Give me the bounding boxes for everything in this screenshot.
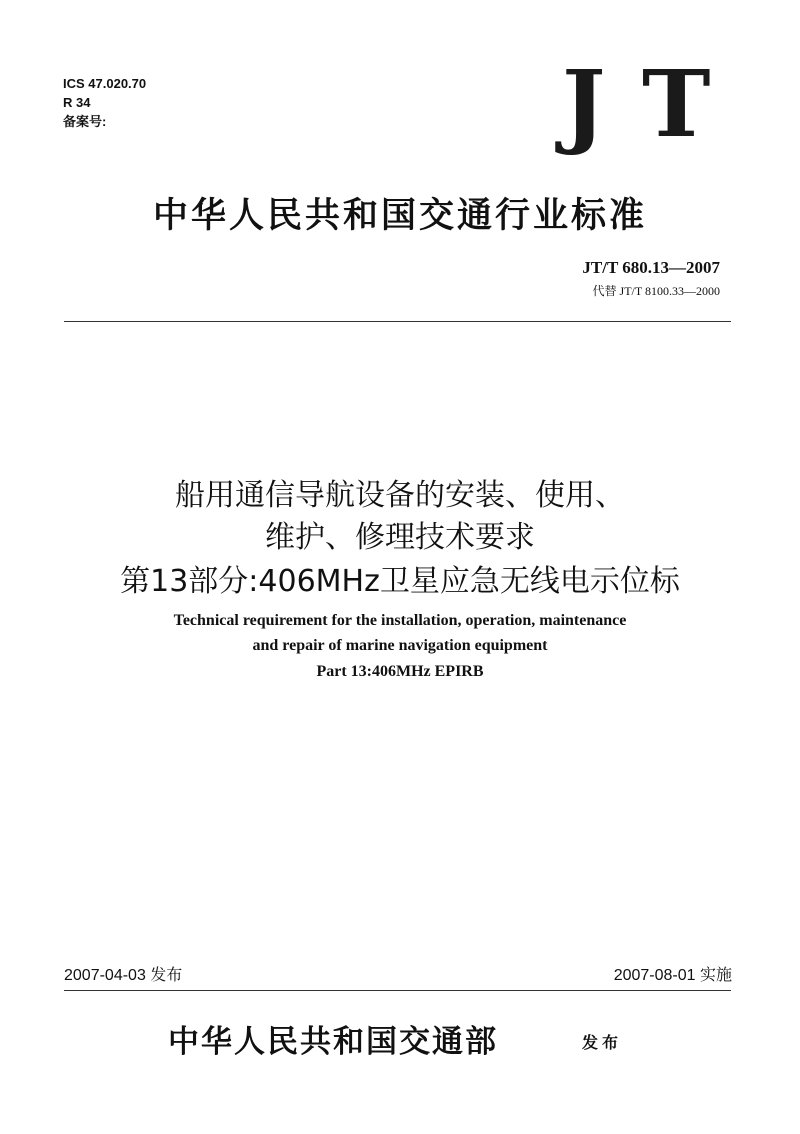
title-cn-line-2: 维护、修理技术要求: [265, 520, 535, 555]
jt-logo-j: J: [562, 50, 606, 158]
jt-logo-t: T: [642, 50, 711, 158]
implement-date: 2007-08-01 实施: [613, 967, 732, 984]
jt-logo: [560, 50, 720, 158]
record-number-label: 备案号:: [63, 114, 107, 129]
title-cn-line-3: 第13部分:406MHz卫星应急无线电示位标: [120, 564, 680, 599]
bottom-divider: [64, 990, 731, 991]
jt-logo-text: [560, 50, 720, 158]
publish-date: 2007-04-03 发布: [64, 967, 183, 984]
title-en-line-2: and repair of marine navigation equipment: [252, 637, 548, 654]
r-code: R 34: [63, 95, 91, 110]
title-cn-line-1: 船用通信导航设备的安装、使用、: [175, 478, 625, 513]
top-divider: [64, 321, 731, 322]
ics-code: ICS 47.020.70: [63, 76, 147, 91]
replaces-standard: 代替 JT/T 8100.33—2000: [592, 284, 720, 298]
standard-category-title: 中华人民共和国交通行业标准: [152, 195, 647, 236]
issue-label: 发布: [582, 1033, 623, 1052]
standard-number: JT/T 680.13—2007: [582, 258, 720, 277]
title-en-line-1: Technical requirement for the installation, operation, maintenance: [173, 612, 627, 629]
meta-block: [63, 74, 146, 131]
issuing-authority: 中华人民共和国交通部: [168, 1024, 498, 1060]
title-en-line-3: Part 13:406MHz EPIRB: [316, 663, 484, 680]
